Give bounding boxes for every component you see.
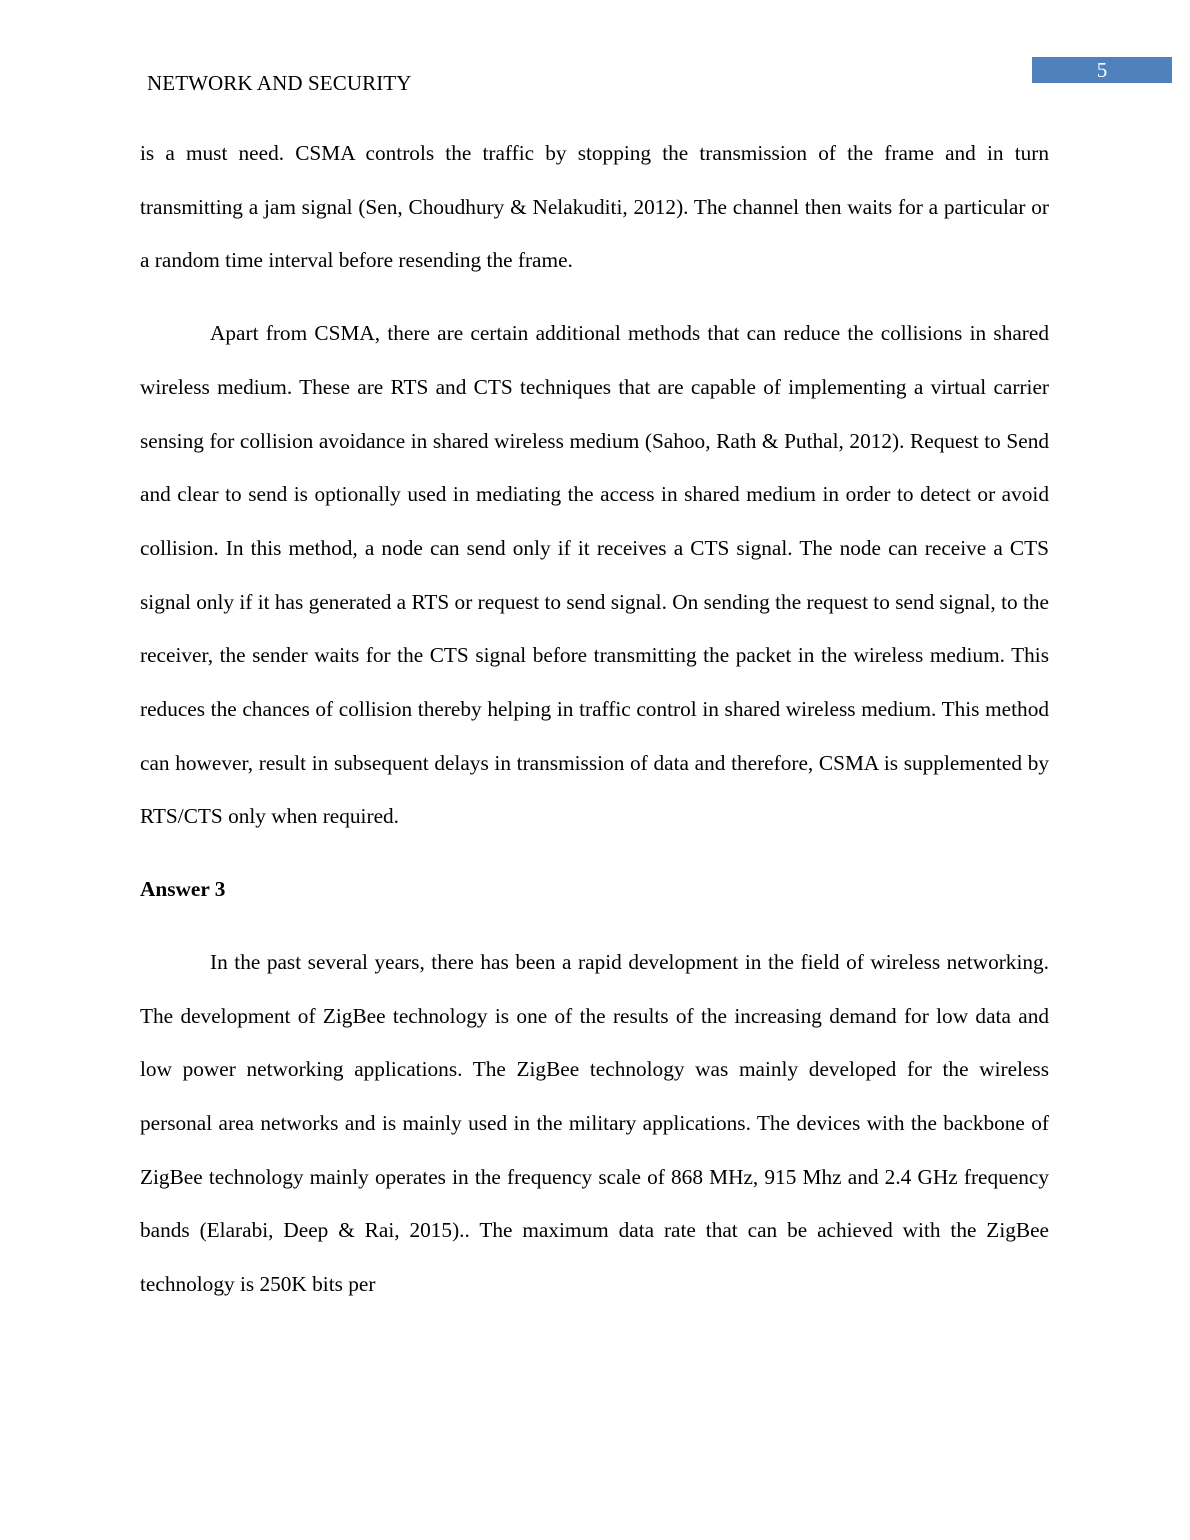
paragraph-csma-continuation: is a must need. CSMA controls the traffic by stopping the transmission of the frame and in turn transmitting a jam signal (Sen, Choudhury & Nelakuditi, 2012). The channel then waits for a particular or a random time interval before resending the frame.	[140, 141, 1049, 273]
page-number: 5	[1096, 58, 1108, 82]
section-heading-answer-3: Answer 3	[140, 877, 226, 902]
running-head: NETWORK AND SECURITY	[147, 71, 412, 95]
paragraph-rts-cts: Apart from CSMA, there are certain additional methods that can reduce the collisions in shared wireless medium. These are RTS and CTS techniques that are capable of implementing a virtual carrier sensing for collision avoidance in shared wireless medium (Sahoo, Rath & Puthal, 2012). Request to Send and clear to send is optionally used in mediating the access in shared medium in order to detect or avoid collision. In this method, a node can send only if it receives a CTS signal. The node can receive a CTS signal only if it has generated a RTS or request to send signal. On sending the request to send signal, to the receiver, the sender waits for the CTS signal before transmitting the packet in the wireless medium. This reduces the chances of collision thereby helping in traffic control in shared wireless medium. This method can however, result in subsequent delays in transmission of data and therefore, CSMA is supplemented by RTS/CTS only when required.	[140, 321, 1049, 829]
paragraph-zigbee: In the past several years, there has been a rapid development in the field of wireless networking. The development of ZigBee technology is one of the results of the increasing demand for low data and low power networking applications. The ZigBee technology was mainly developed for the wireless personal area networks and is mainly used in the military applications. The devices with the backbone of ZigBee technology mainly operates in the frequency scale of 868 MHz, 915 Mhz and 2.4 GHz frequency bands (Elarabi, Deep & Rai, 2015).. The maximum data rate that can be achieved with the ZigBee technology is 250K bits per	[140, 949, 1049, 1297]
page-number-badge	[1032, 57, 1172, 83]
document-body	[140, 127, 1049, 1312]
